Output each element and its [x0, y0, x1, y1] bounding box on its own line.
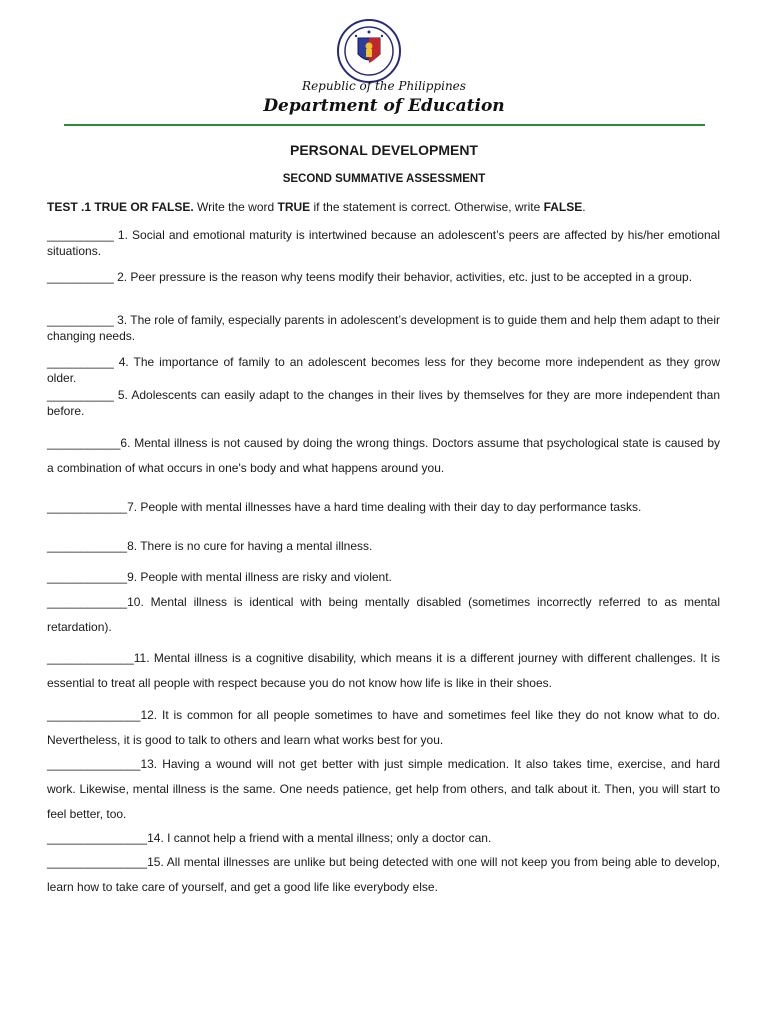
question-item-9: [47, 565, 720, 590]
answer-blank[interactable]: ____________: [47, 570, 128, 584]
question-item-2: [47, 269, 720, 285]
instruction-text-a: Write the word: [193, 200, 278, 214]
question-text: 13. Having a wound will not get better with just simple medication. It also takes time, exercise, and hard work. Likewise, mental illness is the same. One needs patience, get help from others, and talk about it. Then, you will start to feel better, too.: [47, 757, 720, 821]
question-item-5: [47, 387, 720, 419]
instruction-text-c: .: [582, 200, 586, 214]
answer-blank[interactable]: ___________: [47, 436, 121, 450]
answer-blank[interactable]: ____________: [47, 500, 128, 514]
answer-blank[interactable]: ______________: [47, 708, 141, 722]
answer-blank[interactable]: ____________: [47, 539, 128, 553]
question-text: 7. People with mental illnesses have a hard time dealing with their day to day performance tasks.: [127, 500, 642, 514]
instruction-text-b: if the statement is correct. Otherwise, write: [310, 200, 544, 214]
question-item-11: [47, 646, 720, 696]
document-title: PERSONAL DEVELOPMENT: [290, 142, 478, 158]
question-text: 5. Adolescents can easily adapt to the changes in their lives by themselves for they are more independent than before.: [47, 388, 720, 418]
question-item-6: [47, 431, 720, 481]
answer-blank[interactable]: ____________: [47, 595, 128, 609]
true-word: TRUE: [277, 200, 311, 214]
question-text: 15. All mental illnesses are unlike but being detected with one will not keep you from being able to develop, learn how to take care of yourself, and get a good life like everybody else.: [47, 855, 720, 894]
department-header: Department of Education: [263, 96, 505, 116]
question-item-14: [47, 826, 720, 851]
document-subtitle: SECOND SUMMATIVE ASSESSMENT: [282, 173, 486, 185]
question-text: 8. There is no cure for having a mental illness.: [127, 539, 373, 553]
answer-blank[interactable]: __________: [47, 228, 114, 242]
question-item-13: [47, 752, 720, 827]
header-divider: [64, 124, 705, 126]
answer-blank[interactable]: _______________: [47, 855, 148, 869]
question-text: 6. Mental illness is not caused by doing the wrong things. Doctors assume that psychological state is caused by a combination of what occurs in one's body and what happens around you.: [47, 436, 720, 475]
question-text: 4. The importance of family to an adolescent becomes less for they become more independent as they grow older.: [47, 355, 720, 385]
answer-blank[interactable]: ______________: [47, 757, 141, 771]
question-text: 3. The role of family, especially parents in adolescent’s development is to guide them and help them adapt to their changing needs.: [47, 313, 720, 343]
question-text: 14. I cannot help a friend with a mental illness; only a doctor can.: [147, 831, 492, 845]
question-item-8: [47, 534, 720, 559]
test-label: TEST .1 TRUE OR FALSE.: [47, 200, 194, 214]
answer-blank[interactable]: __________: [47, 355, 114, 369]
question-item-15: [47, 850, 720, 900]
answer-blank[interactable]: __________: [47, 270, 114, 284]
question-item-10: [47, 590, 720, 640]
question-text: 12. It is common for all people sometimes to have and sometimes feel like they do not know what to do. Nevertheless, it is good to talk to others and learn what works best for you.: [47, 708, 720, 747]
question-item-12: [47, 703, 720, 753]
answer-blank[interactable]: __________: [47, 388, 114, 402]
deped-seal-logo: [336, 18, 402, 84]
question-text: 1. Social and emotional maturity is intertwined because an adolescent’s peers are affected by his/her emotional situations.: [47, 228, 720, 258]
question-text: 11. Mental illness is a cognitive disability, which means it is a different journey with different challenges. It is essential to treat all people with respect because you do not know how life is like in their shoes.: [47, 651, 720, 690]
question-text: 9. People with mental illness are risky and violent.: [127, 570, 392, 584]
answer-blank[interactable]: _______________: [47, 831, 148, 845]
answer-blank[interactable]: __________: [47, 313, 114, 327]
question-item-7: [47, 495, 720, 520]
test-instructions: [47, 200, 720, 214]
question-item-4: [47, 354, 720, 386]
question-text: 10. Mental illness is identical with being mentally disabled (sometimes incorrectly referred to as mental retardation).: [47, 595, 720, 634]
false-word: FALSE: [543, 200, 583, 214]
republic-header: Republic of the Philippines: [302, 79, 466, 93]
question-item-3: [47, 312, 720, 344]
question-text: 2. Peer pressure is the reason why teens modify their behavior, activities, etc. just to be accepted in a group.: [113, 270, 693, 284]
question-item-1: [47, 227, 720, 259]
answer-blank[interactable]: _____________: [47, 651, 134, 665]
